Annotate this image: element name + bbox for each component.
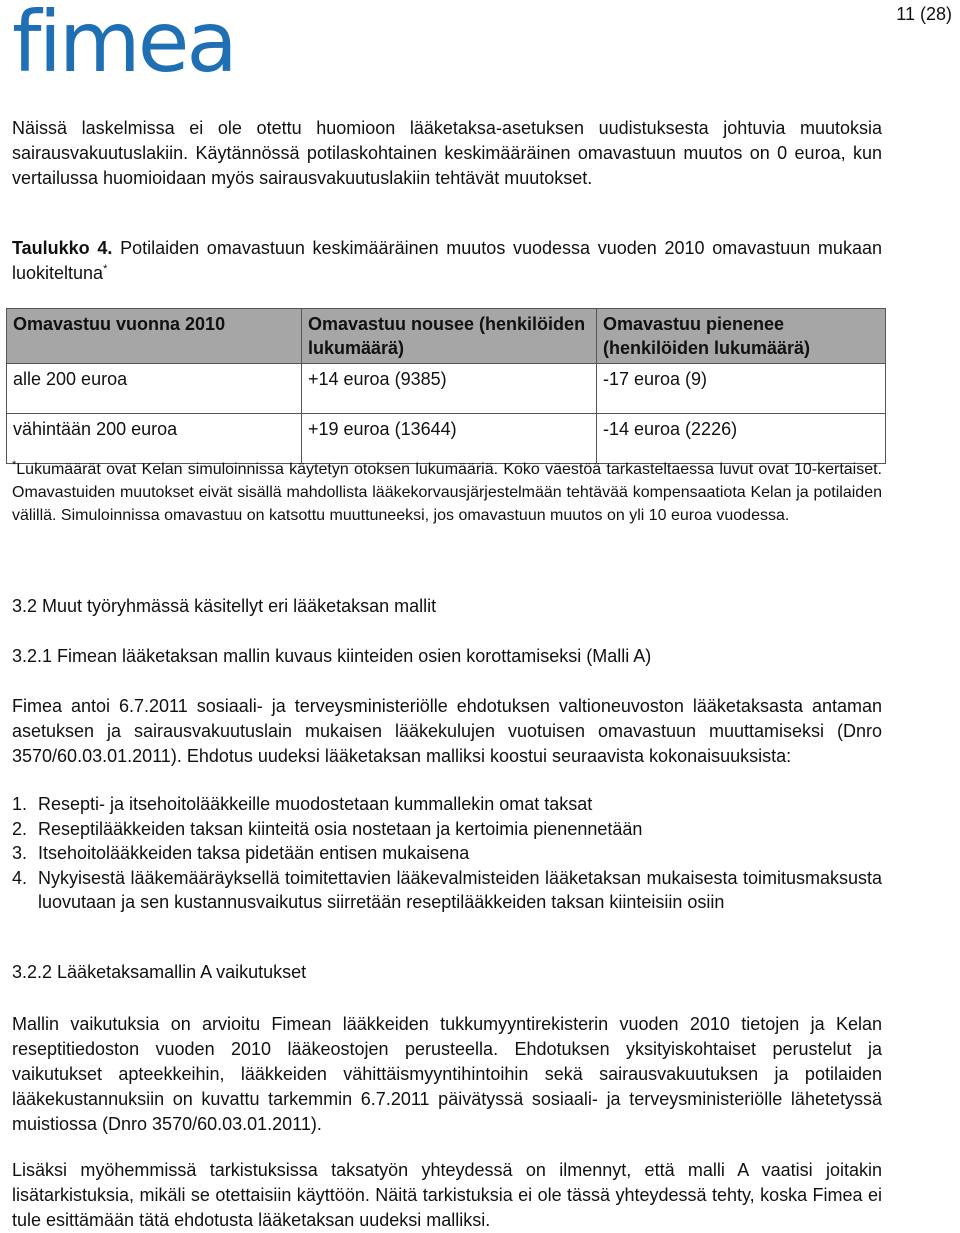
table-header-cell: Omavastuu nousee (henkilöiden lukumäärä) <box>302 309 597 364</box>
page-number: 11 (28) <box>896 4 952 24</box>
table-caption-text: Potilaiden omavastuun keskimääräinen muutos vuodessa vuoden 2010 omavastuun mukaan luokiteltuna <box>12 238 882 283</box>
table-cell: +19 euroa (13644) <box>302 414 597 464</box>
table-header-cell: Omavastuu pienenee (henkilöiden lukumäärä) <box>597 309 886 364</box>
section-heading-3-2-1: 3.2.1 Fimean lääketaksan mallin kuvaus kiinteiden osien korottamiseksi (Malli A) <box>12 646 652 666</box>
table-cell: -17 euroa (9) <box>597 364 886 414</box>
table-caption-label: Taulukko 4. <box>12 238 113 258</box>
table-cell: vähintään 200 euroa <box>7 414 302 464</box>
paragraph-additional-checks: Lisäksi myöhemmissä tarkistuksissa taksatyön yhteydessä on ilmennyt, että malli A vaatisi joitakin lisätarkistuksia, mikäli se otettaisiin käyttöön. Näitä tarkistuksia ei ole tässä yhteydessä tehty, koska Fimea ei tule esittämään tätä ehdotusta lääketaksan uudeksi malliksi. <box>12 1160 882 1230</box>
list-item: 3. Itsehoitolääkkeiden taksa pidetään entisen mukaisena <box>12 843 470 863</box>
list-item: 2. Reseptilääkkeiden taksan kiinteitä osia nostetaan ja kertoimia pienennetään <box>12 818 643 839</box>
table-row <box>7 364 886 414</box>
table-caption <box>12 236 882 286</box>
table-cell: -14 euroa (2226) <box>597 414 886 464</box>
table-row <box>7 414 886 464</box>
section-heading-3-2-2: 3.2.2 Lääketaksamallin A vaikutukset <box>12 962 307 982</box>
intro-paragraph: Näissä laskelmissa ei ole otettu huomioon lääketaksa-asetuksen uudistuksesta johtuvia muutoksia sairausvakuutuslakiin. Käytännössä potilaskohtainen keskimääräinen omavastuun muutos on 0 euroa, kun vertailussa huomioidaan myös sairausvakuutuslakiin tehtävät muutokset. <box>12 118 882 188</box>
fimea-logo: fimea <box>12 0 235 91</box>
list-item: 1. Resepti- ja itsehoitolääkkeille muodostetaan kummallekin omat taksat <box>12 794 593 814</box>
table-header-row <box>7 309 886 364</box>
table-footnote <box>12 458 882 527</box>
paragraph-fimea-proposal: Fimea antoi 6.7.2011 sosiaali- ja terveysministeriölle ehdotuksen valtioneuvoston lääketaksasta antaman asetuksen ja sairausvakuutuslain mukaisen lääkekulujen vuotuisen omavastuun muuttamiseksi (Dnro 3570/60.03.01.2011). Ehdotus uudeksi lääketaksan malliksi koostui seuraavista kokonaisuuksista: <box>12 696 882 766</box>
table-header-cell: Omavastuu vuonna 2010 <box>7 309 302 364</box>
proposal-list <box>12 792 882 915</box>
footnote-text: Lukumäärät ovat Kelan simuloinnissa käytetyn otoksen lukumääriä. Koko väestöä tarkasteltaessa luvut ovat 10-kertaiset. Omavastuiden muutokset eivät sisällä mahdollista lääkekorvausjärjestelmään tehtävää kompensaatiota Kelan ja potilaiden välillä. Simuloinnissa omavastuu on katsottu muuttuneeksi, jos omavastuun muutos on yli 10 euroa vuodessa. <box>12 461 882 524</box>
table-cell: +14 euroa (9385) <box>302 364 597 414</box>
list-item: 4. Nykyisestä lääkemääräyksellä toimitettavien lääkevalmisteiden lääketaksan mukaisesta toimitusmaksusta luovutaan ja sen kustannusvaikutus siirretään reseptilääkkeiden taksan kiinteisiin osiin <box>12 867 882 912</box>
table-4 <box>6 308 886 464</box>
table-cell: alle 200 euroa <box>7 364 302 414</box>
table-caption-mark: * <box>103 263 108 275</box>
paragraph-model-effects: Mallin vaikutuksia on arvioitu Fimean lääkkeiden tukkumyyntirekisterin vuoden 2010 tietojen ja Kelan reseptitiedoston vuoden 2010 lääkeostojen perusteella. Ehdotuksen yksityiskohtaiset perustelut ja vaikutukset apteekkeihin, lääkkeiden vähittäismyyntihintoihin sekä sairausvakuutuksen ja potilaiden lääkekustannuksiin on kuvattu tarkemmin 6.7.2011 päivätyssä sosiaali- ja terveysministeriölle lähetetyssä muistiossa (Dnro 3570/60.03.01.2011). <box>12 1014 882 1134</box>
section-heading-3-2: 3.2 Muut työryhmässä käsitellyt eri lääketaksan mallit <box>12 596 437 616</box>
footnote-mark: * <box>12 459 17 471</box>
